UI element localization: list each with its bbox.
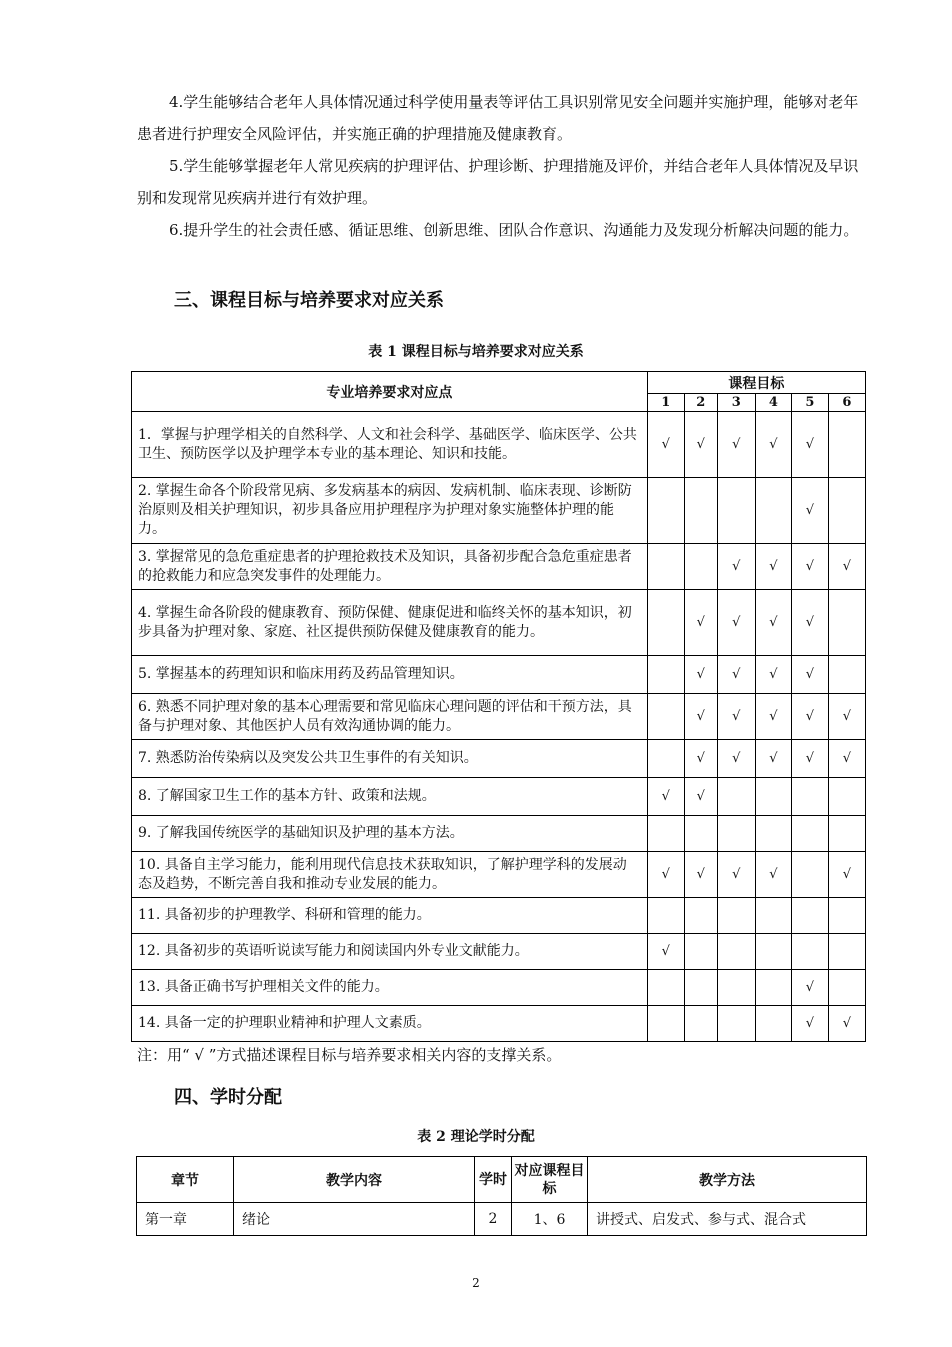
goal-check-cell [791,816,828,852]
goal-number-header: 2 [684,394,717,412]
goal-check-cell [647,590,684,656]
goal-check-cell: √ [717,656,755,694]
header-hours: 学时 [475,1157,512,1203]
table-row [132,816,866,852]
goal-check-cell: √ [791,694,828,740]
goal-check-cell: √ [828,1006,865,1042]
requirement-text: 11. 具备初步的护理教学、科研和管理的能力。 [132,898,648,934]
goal-check-cell [647,740,684,778]
goal-check-cell: √ [791,478,828,544]
requirement-text: 14. 具备一定的护理职业精神和护理人文素质。 [132,1006,648,1042]
goal-check-cell [717,934,755,970]
goal-check-cell: √ [791,970,828,1006]
goal-check-cell [717,1006,755,1042]
goal-check-cell: √ [755,544,791,590]
goal-check-cell: √ [791,412,828,478]
goal-check-cell: √ [647,934,684,970]
goal-check-cell: √ [647,778,684,816]
goal-check-cell [684,934,717,970]
goal-check-cell: √ [684,412,717,478]
goal-check-cell: √ [828,852,865,898]
goal-check-cell [755,970,791,1006]
table-row [132,1006,866,1042]
goal-check-cell [647,816,684,852]
goal-check-cell [828,590,865,656]
goal-check-cell [828,778,865,816]
goal-check-cell [684,1006,717,1042]
goal-check-cell: √ [647,412,684,478]
goal-number-header: 4 [755,394,791,412]
goal-check-cell [684,544,717,590]
goal-check-cell: √ [647,852,684,898]
requirement-text: 13. 具备正确书写护理相关文件的能力。 [132,970,648,1006]
goal-check-cell: √ [755,656,791,694]
requirement-text: 5. 掌握基本的药理知识和临床用药及药品管理知识。 [132,656,648,694]
goal-check-cell: √ [828,544,865,590]
goal-check-cell [684,898,717,934]
table-1-caption: 表 1 课程目标与培养要求对应关系 [368,344,584,360]
goal-check-cell [755,1006,791,1042]
goal-check-cell [755,778,791,816]
goal-check-cell [684,816,717,852]
goal-check-cell [647,656,684,694]
cell-content: 绪论 [234,1203,475,1236]
goal-check-cell [717,898,755,934]
goal-check-cell [647,478,684,544]
goal-check-cell: √ [791,740,828,778]
goal-check-cell [828,898,865,934]
table-row [132,934,866,970]
table-row [132,852,866,898]
table-row [132,694,866,740]
goal-number-header: 5 [791,394,828,412]
goal-check-cell: √ [755,852,791,898]
goal-check-cell: √ [717,590,755,656]
goals-requirements-table [131,371,866,1042]
table-row [132,778,866,816]
goal-check-cell: √ [717,412,755,478]
goal-check-cell: √ [717,694,755,740]
table-row [137,1203,867,1236]
table-row [132,740,866,778]
header-goals: 对应课程目标 [512,1157,588,1203]
table-row [132,478,866,544]
header-content: 教学内容 [234,1157,475,1203]
goal-number-header: 3 [717,394,755,412]
goal-check-cell: √ [755,412,791,478]
requirement-text: 6. 熟悉不同护理对象的基本心理需要和常见临床心理问题的评估和干预方法，具备与护理对象、其他医护人员有效沟通协调的能力。 [132,694,648,740]
goal-check-cell: √ [717,544,755,590]
section-3-heading: 三、课程目标与培养要求对应关系 [174,290,444,311]
goal-check-cell [717,816,755,852]
goal-check-cell [717,478,755,544]
requirement-text: 1．掌握与护理学相关的自然科学、人文和社会科学、基础医学、临床医学、公共卫生、预防医学以及护理学本专业的基本理论、知识和技能。 [132,412,648,478]
table-row [132,656,866,694]
requirement-text: 12. 具备初步的英语听说读写能力和阅读国内外专业文献能力。 [132,934,648,970]
goal-number-header: 6 [828,394,865,412]
header-chapter: 章节 [137,1157,234,1203]
goal-check-cell [791,898,828,934]
goal-check-cell: √ [828,694,865,740]
goal-check-cell [828,478,865,544]
requirement-text: 9. 了解我国传统医学的基础知识及护理的基本方法。 [132,816,648,852]
goal-check-cell: √ [684,694,717,740]
cell-method: 讲授式、启发式、参与式、混合式 [588,1203,867,1236]
goal-check-cell: √ [684,852,717,898]
goal-check-cell: √ [684,656,717,694]
cell-hours: 2 [475,1203,512,1236]
goal-check-cell [755,934,791,970]
goal-check-cell [791,852,828,898]
requirement-text: 3. 掌握常见的急危重症患者的护理抢救技术及知识，具备初步配合急危重症患者的抢救能力和应急突发事件的处理能力。 [132,544,648,590]
goal-check-cell [647,898,684,934]
goal-check-cell: √ [717,852,755,898]
goal-check-cell: √ [791,590,828,656]
goal-check-cell [717,970,755,1006]
goal-check-cell: √ [684,740,717,778]
table-row [132,412,866,478]
goal-check-cell [755,898,791,934]
goal-check-cell [791,934,828,970]
goal-check-cell [755,478,791,544]
table-note: 注：用“ √ ”方式描述课程目标与培养要求相关内容的支撑关系。 [137,1046,562,1064]
table-row [132,590,866,656]
goal-check-cell: √ [684,590,717,656]
requirement-text: 10. 具备自主学习能力，能利用现代信息技术获取知识，了解护理学科的发展动态及趋势，不断完善自我和推动专业发展的能力。 [132,852,648,898]
cell-goals: 1、6 [512,1203,588,1236]
goal-check-cell [647,544,684,590]
goal-check-cell [647,694,684,740]
goal-check-cell: √ [755,694,791,740]
header-method: 教学方法 [588,1157,867,1203]
requirement-text: 8. 了解国家卫生工作的基本方针、政策和法规。 [132,778,648,816]
table-2-caption: 表 2 理论学时分配 [417,1129,535,1145]
goal-check-cell [828,970,865,1006]
goal-check-cell: √ [791,1006,828,1042]
section-4-heading: 四、学时分配 [174,1087,282,1108]
goal-check-cell [791,778,828,816]
goal-check-cell: √ [755,590,791,656]
page-number: 2 [472,1276,480,1290]
header-requirement: 专业培养要求对应点 [132,372,648,412]
table-row [132,898,866,934]
paragraph-goal-6: 6.提升学生的社会责任感、循证思维、创新思维、团队合作意识、沟通能力及发现分析解决问题的能力。 [169,221,859,239]
goal-number-header: 1 [647,394,684,412]
goal-check-cell [828,816,865,852]
paragraph-goal-5: 5.学生能够掌握老年人常见疾病的护理评估、护理诊断、护理措施及评价，并结合老年人具体情况及早识别和发现常见疾病并进行有效护理。 [137,157,859,207]
header-course-goals: 课程目标 [647,372,865,394]
table-row [132,970,866,1006]
goal-check-cell: √ [828,740,865,778]
goal-check-cell [684,970,717,1006]
paragraph-goal-4: 4.学生能够结合老年人具体情况通过科学使用量表等评估工具识别常见安全问题并实施护理，能够对老年患者进行护理安全风险评估，并实施正确的护理措施及健康教育。 [137,93,859,143]
goal-check-cell: √ [791,656,828,694]
cell-chapter: 第一章 [137,1203,234,1236]
table-row [132,544,866,590]
hours-allocation-table [136,1156,867,1236]
goal-check-cell [684,478,717,544]
goal-check-cell: √ [755,740,791,778]
goal-check-cell [647,1006,684,1042]
requirement-text: 2. 掌握生命各个阶段常见病、多发病基本的病因、发病机制、临床表现、诊断防治原则及相关护理知识，初步具备应用护理程序为护理对象实施整体护理的能力。 [132,478,648,544]
goal-check-cell [717,778,755,816]
goal-check-cell [647,970,684,1006]
requirement-text: 4. 掌握生命各阶段的健康教育、预防保健、健康促进和临终关怀的基本知识，初步具备为护理对象、家庭、社区提供预防保健及健康教育的能力。 [132,590,648,656]
requirement-text: 7. 熟悉防治传染病以及突发公共卫生事件的有关知识。 [132,740,648,778]
goal-check-cell: √ [717,740,755,778]
goal-check-cell: √ [791,544,828,590]
goal-check-cell: √ [684,778,717,816]
goal-check-cell [828,934,865,970]
goal-check-cell [828,656,865,694]
goal-check-cell [828,412,865,478]
goal-check-cell [755,816,791,852]
